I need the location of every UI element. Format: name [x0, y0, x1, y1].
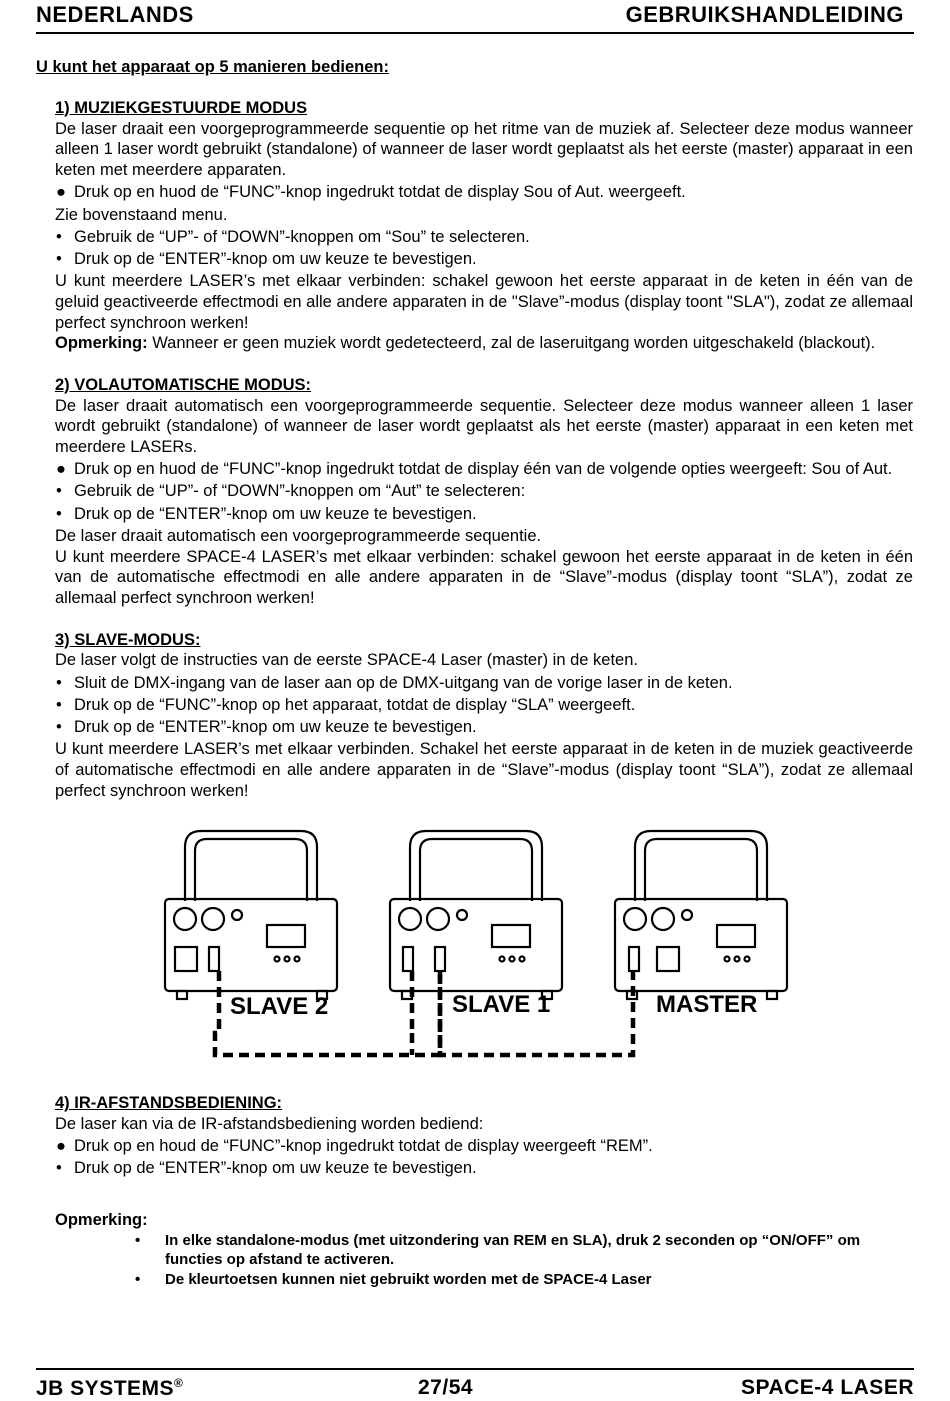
section-2-title: 2) VOLAUTOMATISCHE MODUS:	[55, 375, 312, 394]
bullet-icon: ●	[56, 460, 66, 479]
section-2-intro: De laser draait automatisch een voorgeprogrammeerde sequentie. Selecteer deze modus wanneer alleen 1 laser wordt gebruikt (standalone) of wanneer de laser wordt geplaatst als het eerste (master) apparaat in een keten met meerdere LASERs.	[55, 396, 913, 457]
footer-product: SPACE-4 LASER	[741, 1376, 914, 1399]
list-item: ● Druk op en houd de “FUNC”-knop ingedrukt totdat de display weergeeft “REM”.	[56, 1137, 653, 1156]
main-content	[55, 98, 913, 1292]
intro-heading: U kunt het apparaat op 5 manieren bedienen:	[36, 58, 389, 76]
section-1-chain: U kunt meerdere LASER’s met elkaar verbinden: schakel gewoon het eerste apparaat in de keten in één van de geluid geactiveerde effectmodi en alle andere apparaten in de "Slave”-modus (display toont "SLA"), zodat ze allemaal perfect synchroon werken!	[55, 272, 913, 332]
label-slave-2: SLAVE 2	[230, 993, 329, 1021]
section-4-steps	[55, 1136, 913, 1179]
list-item: • Gebruik de “UP”- of “DOWN”-knoppen om “Sou” te selecteren.	[56, 227, 530, 246]
page-number: 27/54	[418, 1376, 474, 1399]
laser-unit-master	[615, 831, 787, 999]
bullet-icon: ●	[56, 183, 66, 202]
header-doc-type: GEBRUIKSHANDLEIDING	[625, 2, 904, 27]
list-item: • Druk op de “ENTER”-knop om uw keuze te bevestigen.	[56, 717, 477, 736]
laser-unit-slave-2	[165, 831, 337, 999]
footer-brand: JB SYSTEMS®	[36, 1376, 184, 1400]
bullet-icon: •	[56, 673, 62, 692]
list-item: • Druk op de “ENTER”-knop om uw keuze te bevestigen.	[56, 249, 477, 268]
section-1-steps	[55, 182, 913, 203]
section-3-chain: U kunt meerdere LASER’s met elkaar verbinden. Schakel het eerste apparaat in de keten in de muziek geactiveerde of automatische effectmodi en alle andere apparaten in de “Slave”-modus (display toont “SLA”), zodat ze allemaal perfect synchroon werken!	[55, 740, 913, 800]
remark-list	[55, 1232, 913, 1290]
dmx-chain-diagram	[55, 823, 913, 1069]
label-slave-1: SLAVE 1	[452, 991, 551, 1019]
bullet-icon: •	[135, 1271, 141, 1289]
list-item: • Druk op de “ENTER”-knop om uw keuze te bevestigen.	[56, 1159, 477, 1178]
list-item: • Gebruik de “UP”- of “DOWN”-knoppen om “Aut” te selecteren:	[56, 482, 526, 501]
bullet-icon: •	[56, 482, 62, 501]
bullet-icon: •	[56, 717, 62, 736]
page-footer	[36, 1368, 914, 1399]
section-3-steps	[55, 673, 913, 738]
section-1-intro: De laser draait een voorgeprogrammeerde sequentie op het ritme van de muziek af. Selecteer deze modus wanneer alleen 1 laser wordt gebruikt (standalone) of wanneer de laser wordt geplaatst als het eerste (master) apparaat in een keten met meerdere apparaten.	[55, 119, 913, 180]
bullet-icon: •	[56, 504, 62, 523]
header-language: NEDERLANDS	[36, 2, 194, 27]
remark-block	[55, 1210, 913, 1290]
section-4-title: 4) IR-AFSTANDSBEDIENING:	[55, 1094, 283, 1113]
section-3-intro: De laser volgt de instructies van de eerste SPACE-4 Laser (master) in de keten.	[55, 651, 638, 670]
list-item: • Druk op de “ENTER”-knop om uw keuze te bevestigen.	[56, 504, 477, 523]
section-2-steps	[55, 459, 913, 524]
dmx-chain-illustration	[55, 823, 913, 1069]
list-item: • Sluit de DMX-ingang van de laser aan op de DMX-uitgang van de vorige laser in de keten.	[56, 673, 733, 692]
section-4-intro: De laser kan via de IR-afstandsbediening worden bediend:	[55, 1115, 484, 1133]
bullet-icon: •	[56, 227, 62, 246]
section-1-steps-2	[55, 227, 913, 270]
remark-title: Opmerking:	[55, 1210, 148, 1229]
bullet-icon: •	[135, 1232, 141, 1250]
list-item: • Druk op de “FUNC”-knop op het apparaat, totdat de display “SLA” weergeeft.	[56, 695, 636, 714]
section-1-menu-ref: Zie bovenstaand menu.	[55, 205, 228, 224]
section-3-title: 3) SLAVE-MODUS:	[55, 630, 201, 649]
bullet-icon: •	[56, 695, 62, 714]
label-master: MASTER	[656, 991, 758, 1019]
list-item: • De kleurtoetsen kunnen niet gebruikt worden met de SPACE-4 Laser	[135, 1271, 652, 1289]
section-2-chain: U kunt meerdere SPACE-4 LASER’s met elkaar verbinden: schakel gewoon het eerste apparaat in de keten in één van de automatische effectmodi en alle andere apparaten in de “Slave”-modus (display toont “SLA”), zodat ze allemaal perfect synchroon werken!	[55, 547, 913, 607]
bullet-icon: •	[56, 1159, 62, 1178]
list-item: • In elke standalone-modus (met uitzondering van REM en SLA), druk 2 seconden op “ON/OFF” om functies op afstand te activeren.	[135, 1232, 861, 1268]
page-header	[36, 0, 914, 34]
list-item: ● Druk op en huod de “FUNC”-knop ingedrukt totdat de display één van de volgende opties weergeeft: Sou of Aut.	[56, 460, 893, 479]
bullet-icon: ●	[56, 1137, 66, 1156]
section-1-note: Opmerking: Wanneer er geen muziek wordt gedetecteerd, zal de laseruitgang worden uitgeschakeld (blackout).	[55, 334, 876, 353]
section-1-title: 1) MUZIEKGESTUURDE MODUS	[55, 99, 308, 117]
section-2-auto: De laser draait automatisch een voorgeprogrammeerde sequentie.	[55, 526, 542, 545]
list-item: ● Druk op en huod de “FUNC”-knop ingedrukt totdat de display Sou of Aut. weergeeft.	[56, 183, 686, 202]
bullet-icon: •	[56, 249, 62, 268]
laser-unit-slave-1	[390, 831, 562, 999]
